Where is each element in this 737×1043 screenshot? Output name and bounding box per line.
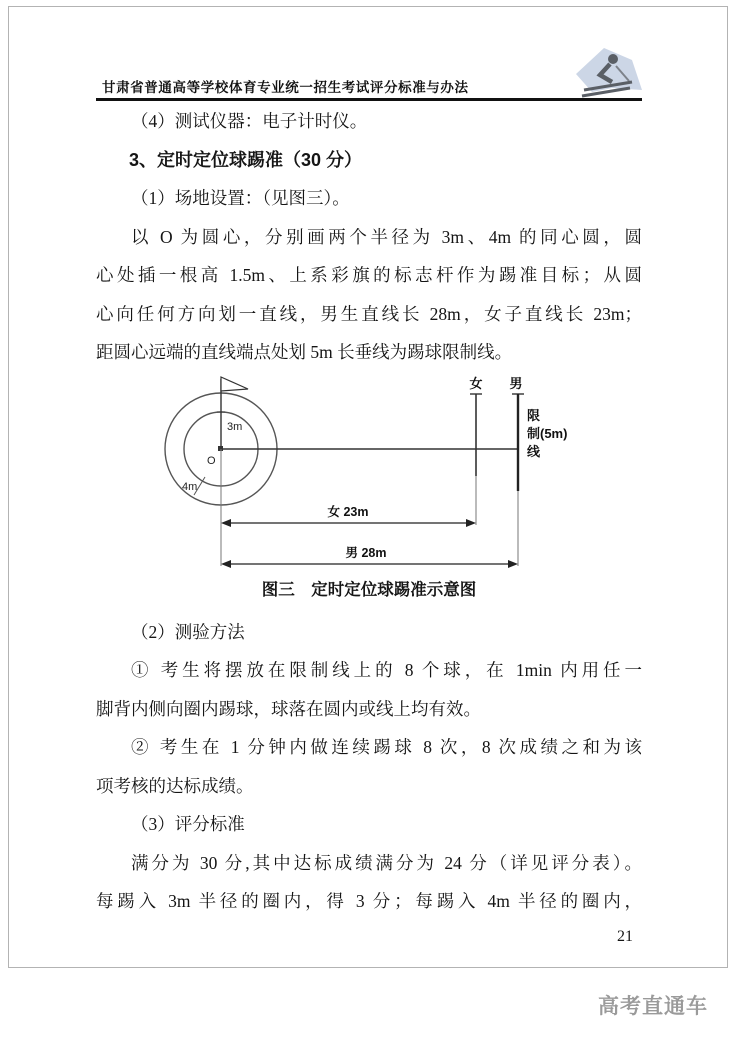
text-line: 距圆心远端的直线端点处划 5m 长垂线为踢球限制线。 [96, 342, 513, 362]
limit-line-label-2: 制(5m) [527, 425, 568, 441]
female-arrowhead-right [466, 519, 476, 527]
paragraph-field-setup: （1）场地设置：（见图三）。 [131, 188, 350, 208]
limit-line-label-1: 限 [527, 407, 541, 423]
header-title: 甘肃省普通高等学校体育专业统一招生考试评分标准与办法 [102, 80, 469, 95]
text-line: 脚背内侧向圈内踢球，球落在圆内或线上均有效。 [96, 698, 481, 719]
male-distance-label: 男 28m [345, 545, 387, 560]
text-line: 心向任何方向划一直线，男生直线长 28m，女子直线长 23m； [96, 303, 642, 324]
female-arrowhead-left [221, 519, 231, 527]
header-rule [96, 98, 642, 101]
text-line: ① 考生将摆放在限制线上的 8 个球，在 1min 内用任一 [131, 660, 642, 680]
logo-skier-head [608, 54, 618, 64]
paragraph-score-heading: （3）评分标准 [131, 814, 245, 834]
female-distance-label: 女 23m [327, 504, 369, 519]
page-number: 21 [617, 928, 633, 945]
text-line: 以 O 为圆心，分别画两个半径为 3m、4m 的同心圆，圆 [131, 226, 642, 247]
text-line: ② 考生在 1 分钟内做连续踢球 8 次，8 次成绩之和为该 [131, 737, 642, 757]
paragraph-equipment: （4）测试仪器：电子计时仪。 [131, 111, 368, 131]
male-line-label: 男 [509, 375, 523, 391]
figure-caption: 图三 定时定位球踢准示意图 [261, 580, 477, 599]
text-line: 满分为 30 分,其中达标成绩满分为 24 分（详见评分表）。 [131, 852, 642, 873]
skier-logo-icon [566, 46, 646, 106]
male-arrowhead-right [508, 560, 518, 568]
flag-icon [221, 377, 248, 391]
field-diagram [148, 374, 598, 579]
paragraph-field-description [96, 218, 642, 372]
document-body [96, 102, 642, 921]
paragraph-method-1 [96, 651, 642, 728]
paragraph-method-heading: （2）测验方法 [131, 621, 245, 642]
paragraph-score [96, 844, 642, 921]
watermark: 高考直通车 [598, 995, 708, 1018]
text-line: 心处插一根高 1.5m、上系彩旗的标志杆作为踢准目标；从圆 [96, 265, 642, 285]
section-heading: 3、定时定位球踢准（30 分） [129, 149, 363, 170]
text-line: 项考核的达标成绩。 [96, 775, 254, 796]
paragraph-method-2 [96, 728, 642, 805]
radius-4m-label: 4m [182, 480, 198, 493]
text-line: 每踢入 3m 半径的圈内，得 3 分；每踢入 4m 半径的圈内， [96, 891, 642, 911]
radius-3m-label: 3m [227, 420, 243, 433]
center-label: O [207, 454, 216, 467]
female-line-label: 女 [469, 375, 483, 391]
male-arrowhead-left [221, 560, 231, 568]
figure-three [96, 374, 642, 601]
limit-line-label-3: 线 [527, 443, 541, 459]
